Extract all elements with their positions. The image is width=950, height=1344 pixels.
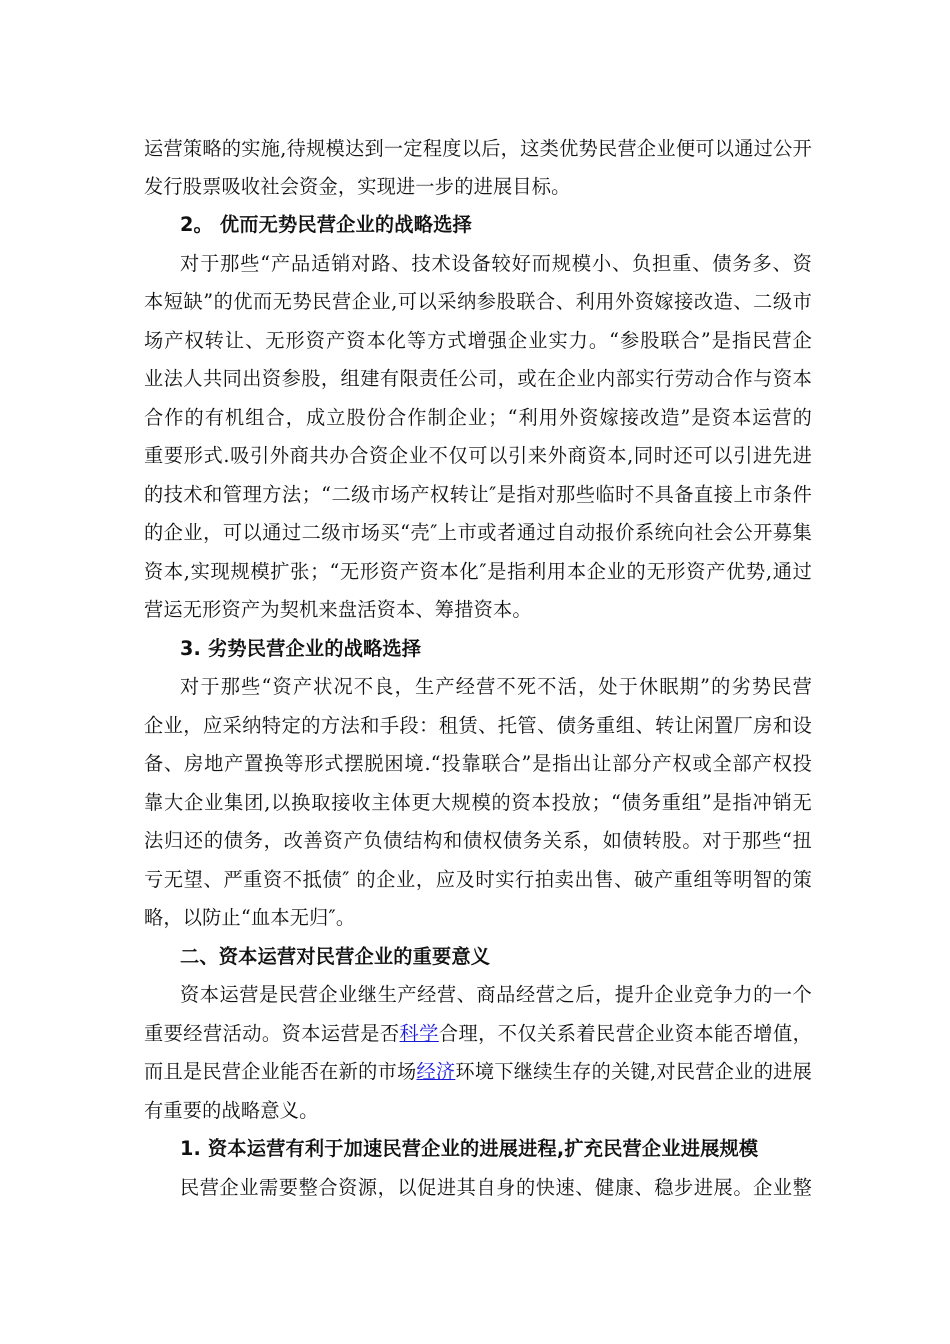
paragraph-line: 企业，应采纳特定的方法和手段：租赁、托管、债务重组、转让闲置厂房和设 — [144, 714, 812, 737]
text-run: 而且是民营企业能否在新的市场 — [144, 1060, 417, 1083]
paragraph-line: 略，以防止“血本无归″。 — [144, 906, 356, 929]
paragraph-line: 对于那些“资产状况不良，生产经营不死不活，处于休眠期”的劣势民营 — [180, 675, 812, 698]
paragraph-line: 本短缺”的优而无势民营企业,可以采纳参股联合、利用外资嫁接改造、二级市 — [144, 290, 812, 313]
economy-link[interactable]: 经济 — [416, 1060, 456, 1083]
text-run: 环境下继续生存的关键,对民营企业的进展 — [455, 1060, 813, 1083]
section-heading: 2。 优而无势民营企业的战略选择 — [180, 213, 472, 236]
paragraph-line: 运营策略的实施,待规模达到一定程度以后，这类优势民营企业便可以通过公开 — [144, 137, 812, 160]
paragraph-line: 资本运营是民营企业继生产经营、商品经营之后，提升企业竞争力的一个 — [180, 983, 812, 1006]
section-heading: 1. 资本运营有利于加速民营企业的进展进程,扩充民营企业进展规模 — [180, 1137, 759, 1160]
paragraph-line: 资本,实现规模扩张；“无形资产资本化″是指利用本企业的无形资产优势,通过 — [144, 560, 812, 583]
section-heading: 二、资本运营对民营企业的重要意义 — [180, 945, 491, 968]
paragraph-line — [144, 1058, 812, 1086]
text-run: 合理，不仅关系着民营企业资本能否增值， — [438, 1022, 812, 1045]
paragraph-line: 的技术和管理方法；“二级市场产权转让″是指对那些临时不具备直接上市条件 — [144, 483, 812, 506]
paragraph-line: 靠大企业集团,以换取接收主体更大规模的资本投放；“债务重组”是指冲销无 — [144, 791, 812, 814]
paragraph-line: 营运无形资产为契机来盘活资本、筹措资本。 — [144, 598, 532, 621]
paragraph-line: 法归还的债务，改善资产负债结构和债权债务关系，如债转股。对于那些“扭 — [144, 829, 812, 852]
text-run: 重要经营活动。资本运营是否 — [144, 1022, 400, 1045]
science-link[interactable]: 科学 — [399, 1022, 439, 1045]
paragraph-line: 业法人共同出资参股，组建有限责任公司，或在企业内部实行劳动合作与资本 — [144, 367, 812, 390]
paragraph-line: 合作的有机组合，成立股份合作制企业；“利用外资嫁接改造”是资本运营的 — [144, 406, 812, 429]
paragraph-line: 的企业，可以通过二级市场买“壳″上市或者通过自动报价系统向社会公开募集 — [144, 521, 812, 544]
paragraph-line: 备、房地产置换等形式摆脱困境.“投靠联合”是指出让部分产权或全部产权投 — [144, 752, 812, 775]
paragraph-line: 民营企业需要整合资源，以促进其自身的快速、健康、稳步进展。企业整 — [180, 1176, 812, 1199]
paragraph-line — [144, 1020, 812, 1048]
paragraph-line: 发行股票吸收社会资金，实现进一步的进展目标。 — [144, 175, 571, 198]
paragraph-line: 场产权转让、无形资产资本化等方式增强企业实力。“参股联合”是指民营企 — [144, 329, 812, 352]
paragraph-line: 对于那些“产品适销对路、技术设备较好而规模小、负担重、债务多、资 — [180, 252, 812, 275]
paragraph-line: 有重要的战略意义。 — [144, 1099, 319, 1122]
paragraph-line: 亏无望、严重资不抵债″ 的企业，应及时实行拍卖出售、破产重组等明智的策 — [144, 868, 812, 891]
section-heading: 3. 劣势民营企业的战略选择 — [180, 637, 422, 660]
paragraph-line: 重要形式.吸引外商共办合资企业不仅可以引来外商资本,同时还可以引进先进 — [144, 444, 812, 467]
